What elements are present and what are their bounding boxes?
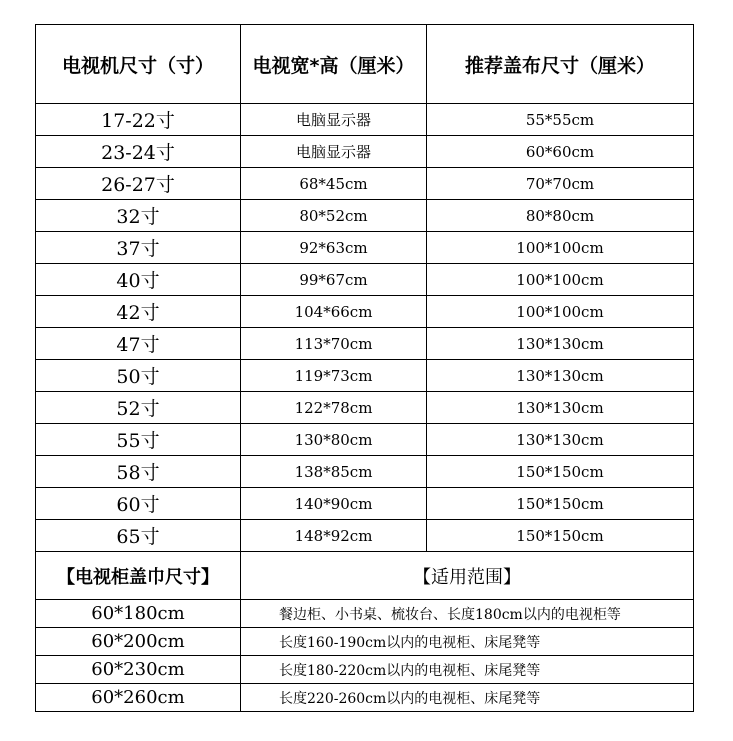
tv-size-row (36, 424, 694, 456)
cabinet-row (36, 656, 694, 684)
tv-dimension-cell: 104*66cm (241, 296, 427, 328)
size-chart-sheet (35, 24, 693, 712)
cabinet-row (36, 684, 694, 712)
tv-dimension-cell: 99*67cm (241, 264, 427, 296)
cover-size-cell: 80*80cm (427, 200, 694, 232)
cover-size-cell: 100*100cm (427, 264, 694, 296)
header-row (36, 25, 694, 104)
cover-size-cell: 130*130cm (427, 328, 694, 360)
tv-size-cell: 50寸 (36, 360, 241, 392)
cabinet-size-cell: 60*200cm (36, 628, 241, 656)
cover-size-cell: 55*55cm (427, 104, 694, 136)
tv-dimension-cell: 148*92cm (241, 520, 427, 552)
cabinet-size-cell: 60*260cm (36, 684, 241, 712)
cover-size-cell: 100*100cm (427, 296, 694, 328)
tv-dimension-cell: 113*70cm (241, 328, 427, 360)
tv-dimension-cell: 电脑显示器 (241, 104, 427, 136)
tv-size-row (36, 104, 694, 136)
tv-dimension-cell: 138*85cm (241, 456, 427, 488)
tv-size-cell: 32寸 (36, 200, 241, 232)
header-recommended-cover: 推荐盖布尺寸（厘米） (427, 25, 694, 104)
cover-size-cell: 150*150cm (427, 488, 694, 520)
cover-size-cell: 150*150cm (427, 456, 694, 488)
tv-dimension-cell: 140*90cm (241, 488, 427, 520)
cover-size-cell: 130*130cm (427, 392, 694, 424)
tv-size-cell: 52寸 (36, 392, 241, 424)
tv-size-cell: 65寸 (36, 520, 241, 552)
cover-size-cell: 130*130cm (427, 360, 694, 392)
cover-size-cell: 60*60cm (427, 136, 694, 168)
tv-size-cell: 55寸 (36, 424, 241, 456)
tv-size-row (36, 200, 694, 232)
cabinet-header-row (36, 552, 694, 600)
cover-size-cell: 70*70cm (427, 168, 694, 200)
cabinet-size-cell: 60*180cm (36, 600, 241, 628)
tv-size-row (36, 360, 694, 392)
tv-size-row (36, 168, 694, 200)
tv-size-row (36, 296, 694, 328)
tv-size-cell: 58寸 (36, 456, 241, 488)
tv-size-cell: 23-24寸 (36, 136, 241, 168)
tv-size-row (36, 520, 694, 552)
tv-dimension-cell: 80*52cm (241, 200, 427, 232)
cabinet-scope-cell: 长度220-260cm以内的电视柜、床尾凳等 (241, 684, 694, 712)
tv-size-row (36, 136, 694, 168)
tv-size-cell: 47寸 (36, 328, 241, 360)
tv-dimension-cell: 122*78cm (241, 392, 427, 424)
tv-dimension-cell: 68*45cm (241, 168, 427, 200)
header-tv-dimensions: 电视宽*高（厘米） (241, 25, 427, 104)
tv-size-cell: 26-27寸 (36, 168, 241, 200)
tv-size-row (36, 456, 694, 488)
tv-size-row (36, 264, 694, 296)
tv-size-row (36, 232, 694, 264)
tv-size-cell: 42寸 (36, 296, 241, 328)
tv-size-row (36, 488, 694, 520)
cabinet-scope-cell: 餐边柜、小书桌、梳妆台、长度180cm以内的电视柜等 (241, 600, 694, 628)
cabinet-row (36, 600, 694, 628)
tv-dimension-cell: 119*73cm (241, 360, 427, 392)
tv-size-row (36, 392, 694, 424)
cabinet-size-header: 【电视柜盖巾尺寸】 (36, 552, 241, 600)
tv-size-cell: 37寸 (36, 232, 241, 264)
cabinet-row (36, 628, 694, 656)
tv-dimension-cell: 电脑显示器 (241, 136, 427, 168)
tv-size-cell: 17-22寸 (36, 104, 241, 136)
size-table (35, 24, 694, 712)
cabinet-scope-cell: 长度180-220cm以内的电视柜、床尾凳等 (241, 656, 694, 684)
cover-size-cell: 150*150cm (427, 520, 694, 552)
tv-size-cell: 60寸 (36, 488, 241, 520)
cabinet-size-cell: 60*230cm (36, 656, 241, 684)
tv-dimension-cell: 92*63cm (241, 232, 427, 264)
cabinet-scope-cell: 长度160-190cm以内的电视柜、床尾凳等 (241, 628, 694, 656)
tv-dimension-cell: 130*80cm (241, 424, 427, 456)
cover-size-cell: 130*130cm (427, 424, 694, 456)
tv-size-cell: 40寸 (36, 264, 241, 296)
cabinet-scope-header: 【适用范围】 (241, 552, 694, 600)
header-tv-size: 电视机尺寸（寸） (36, 25, 241, 104)
tv-size-row (36, 328, 694, 360)
cover-size-cell: 100*100cm (427, 232, 694, 264)
